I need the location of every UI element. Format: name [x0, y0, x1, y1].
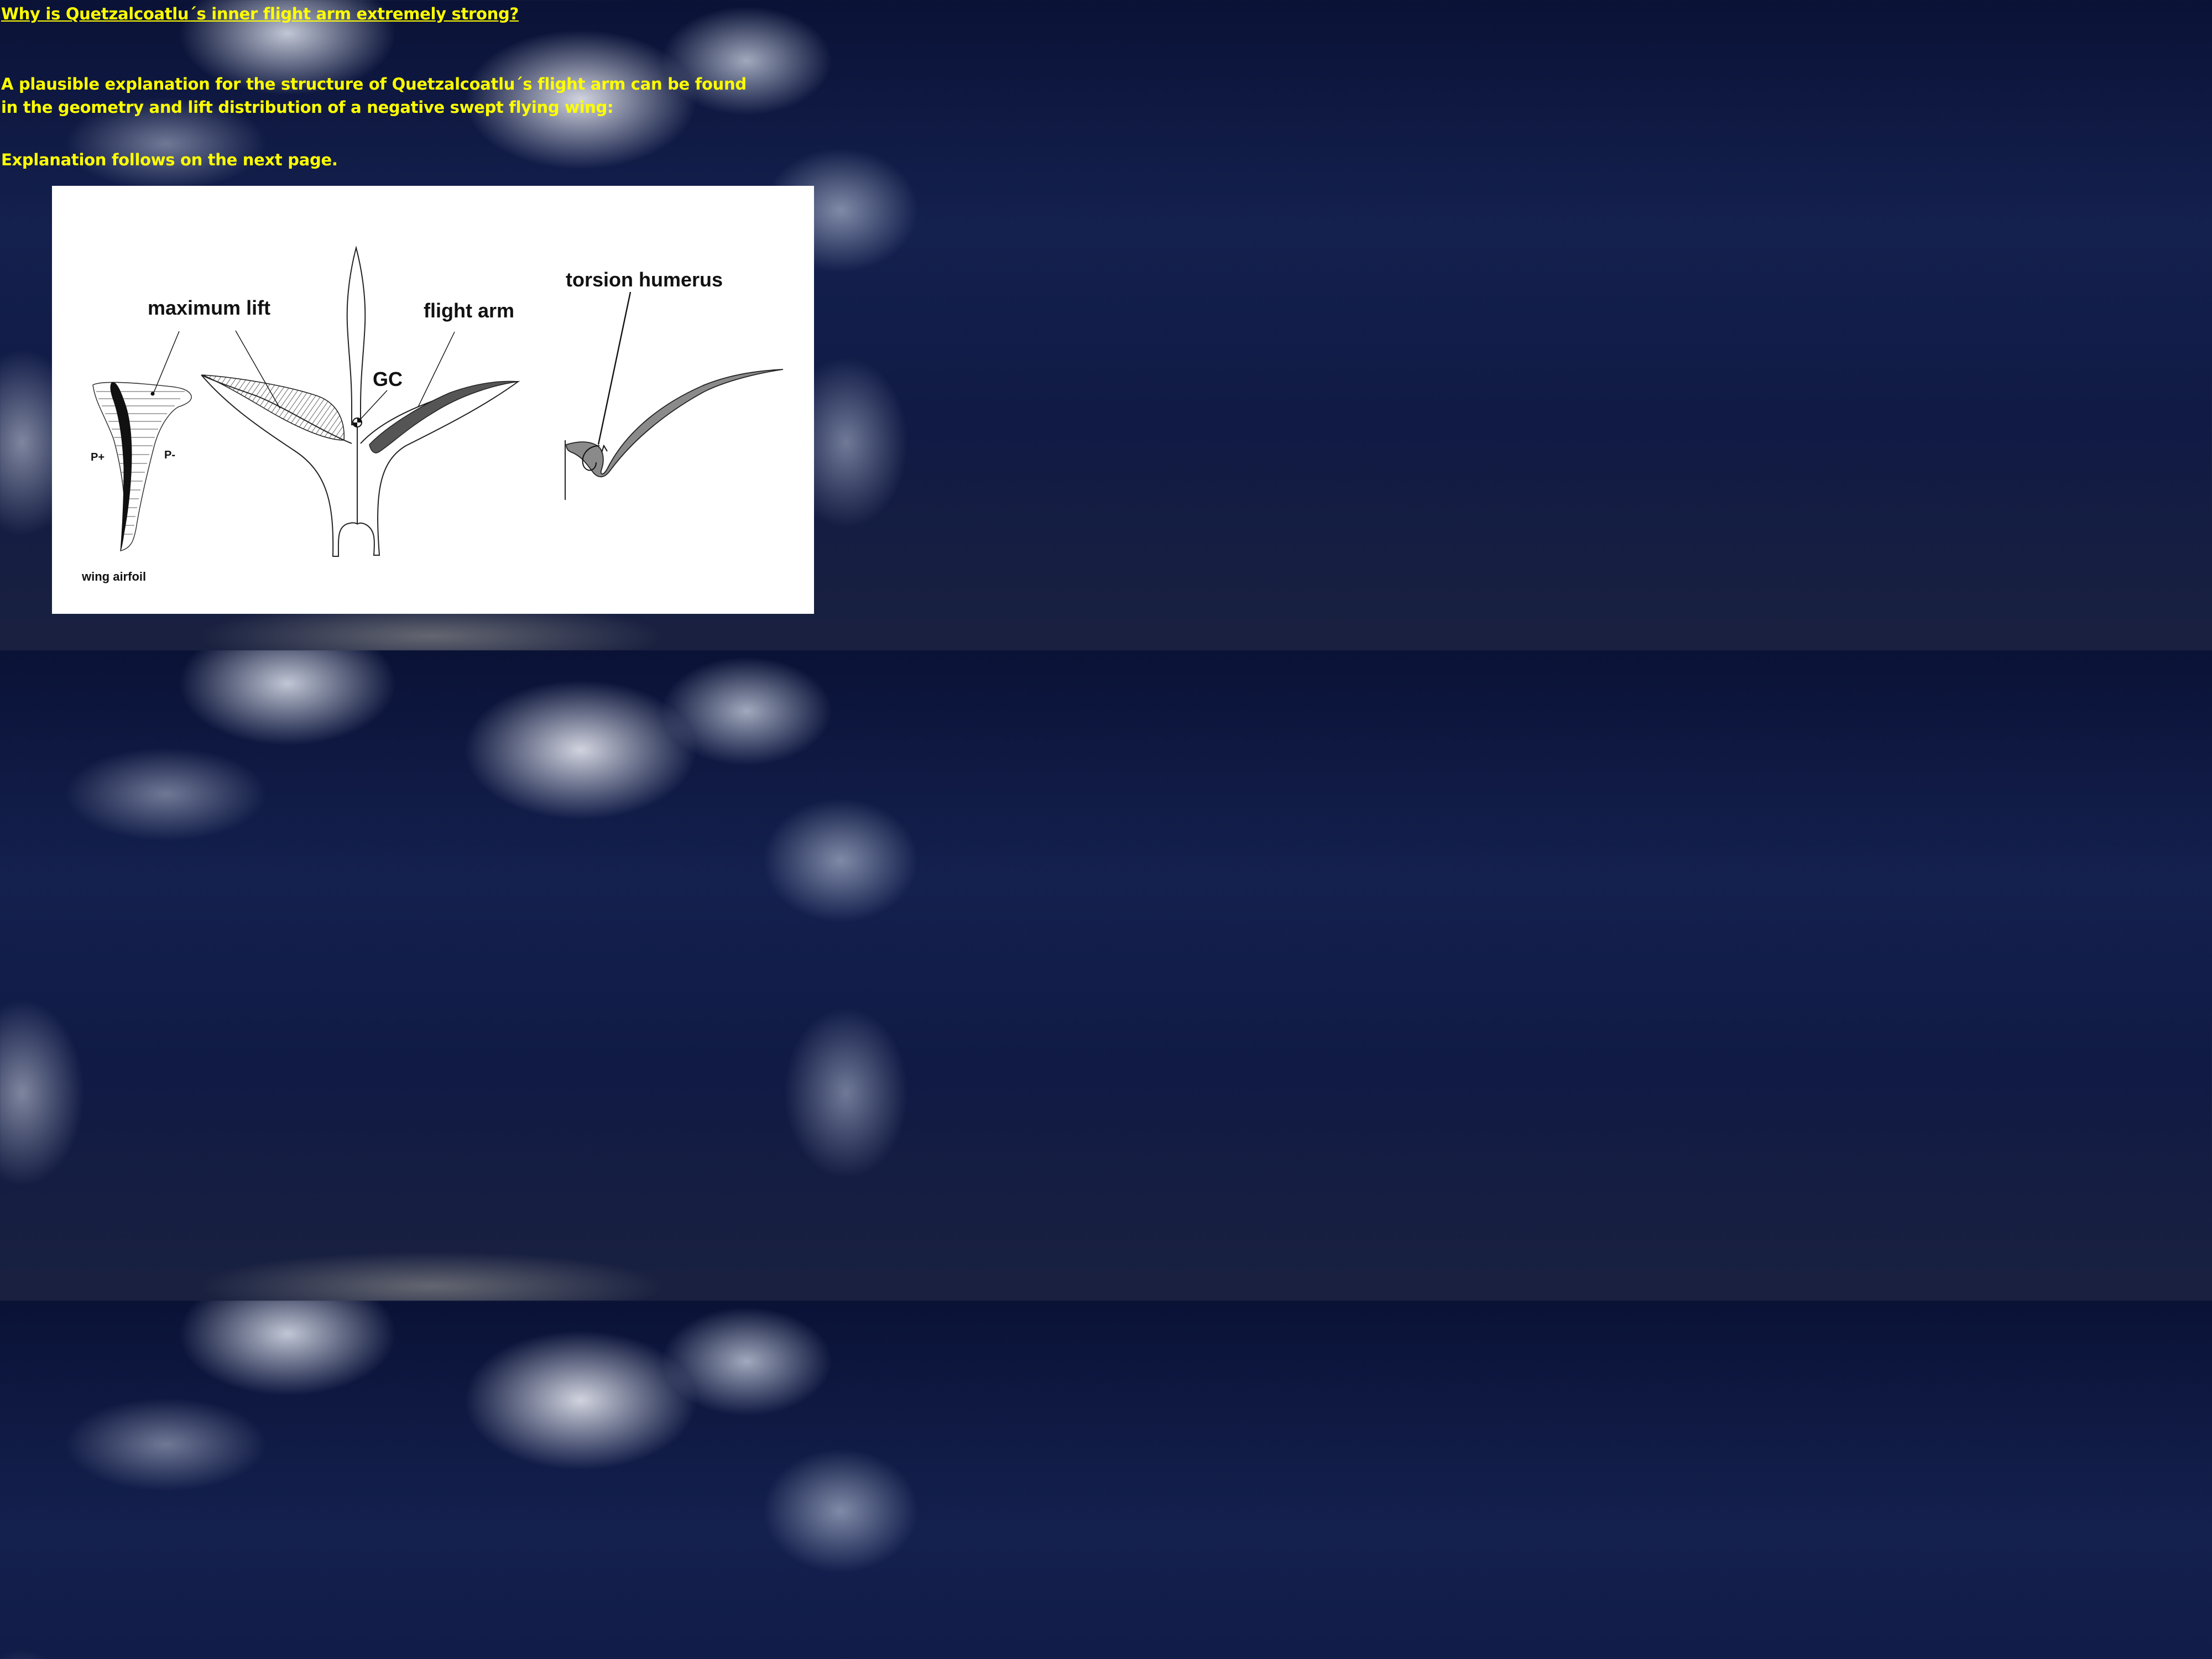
gc-leader — [359, 390, 387, 420]
fuselage-nose — [347, 248, 366, 425]
intro-line-2: in the geometry and lift distribution of a negative swept flying wing: — [1, 98, 614, 117]
intro-paragraph — [1, 72, 747, 119]
maximum-lift-label: maximum lift — [148, 296, 271, 319]
wing-airfoil-label: wing airfoil — [82, 570, 147, 583]
torsion-arrowhead-icon — [602, 446, 607, 452]
flight-arm-label: flight arm — [424, 299, 515, 322]
humerus-shape — [566, 369, 783, 477]
maximum-lift-hatched-area — [202, 375, 344, 440]
flying-wing-drawing — [201, 248, 518, 556]
followup-note: Explanation follows on the next page. — [1, 150, 338, 169]
maximum-lift-leader-left — [154, 331, 179, 393]
gc-label: GC — [373, 368, 403, 390]
flight-arm-bone — [369, 382, 518, 453]
p-plus-label: P+ — [91, 451, 105, 463]
diagram-panel — [52, 186, 814, 614]
torsion-humerus-leader — [598, 292, 630, 445]
p-minus-label: P- — [164, 449, 175, 461]
torsion-humerus-label: torsion humerus — [566, 268, 723, 291]
intro-line-1: A plausible explanation for the structure of Quetzalcoatlu´s flight arm can be found — [1, 75, 747, 93]
pressure-distribution-outline — [93, 383, 191, 551]
airfoil-drawing — [93, 331, 191, 551]
humerus-drawing — [565, 292, 783, 500]
page-title: Why is Quetzalcoatlu´s inner flight arm extremely strong? — [1, 4, 519, 23]
wing-diagram — [52, 186, 814, 614]
